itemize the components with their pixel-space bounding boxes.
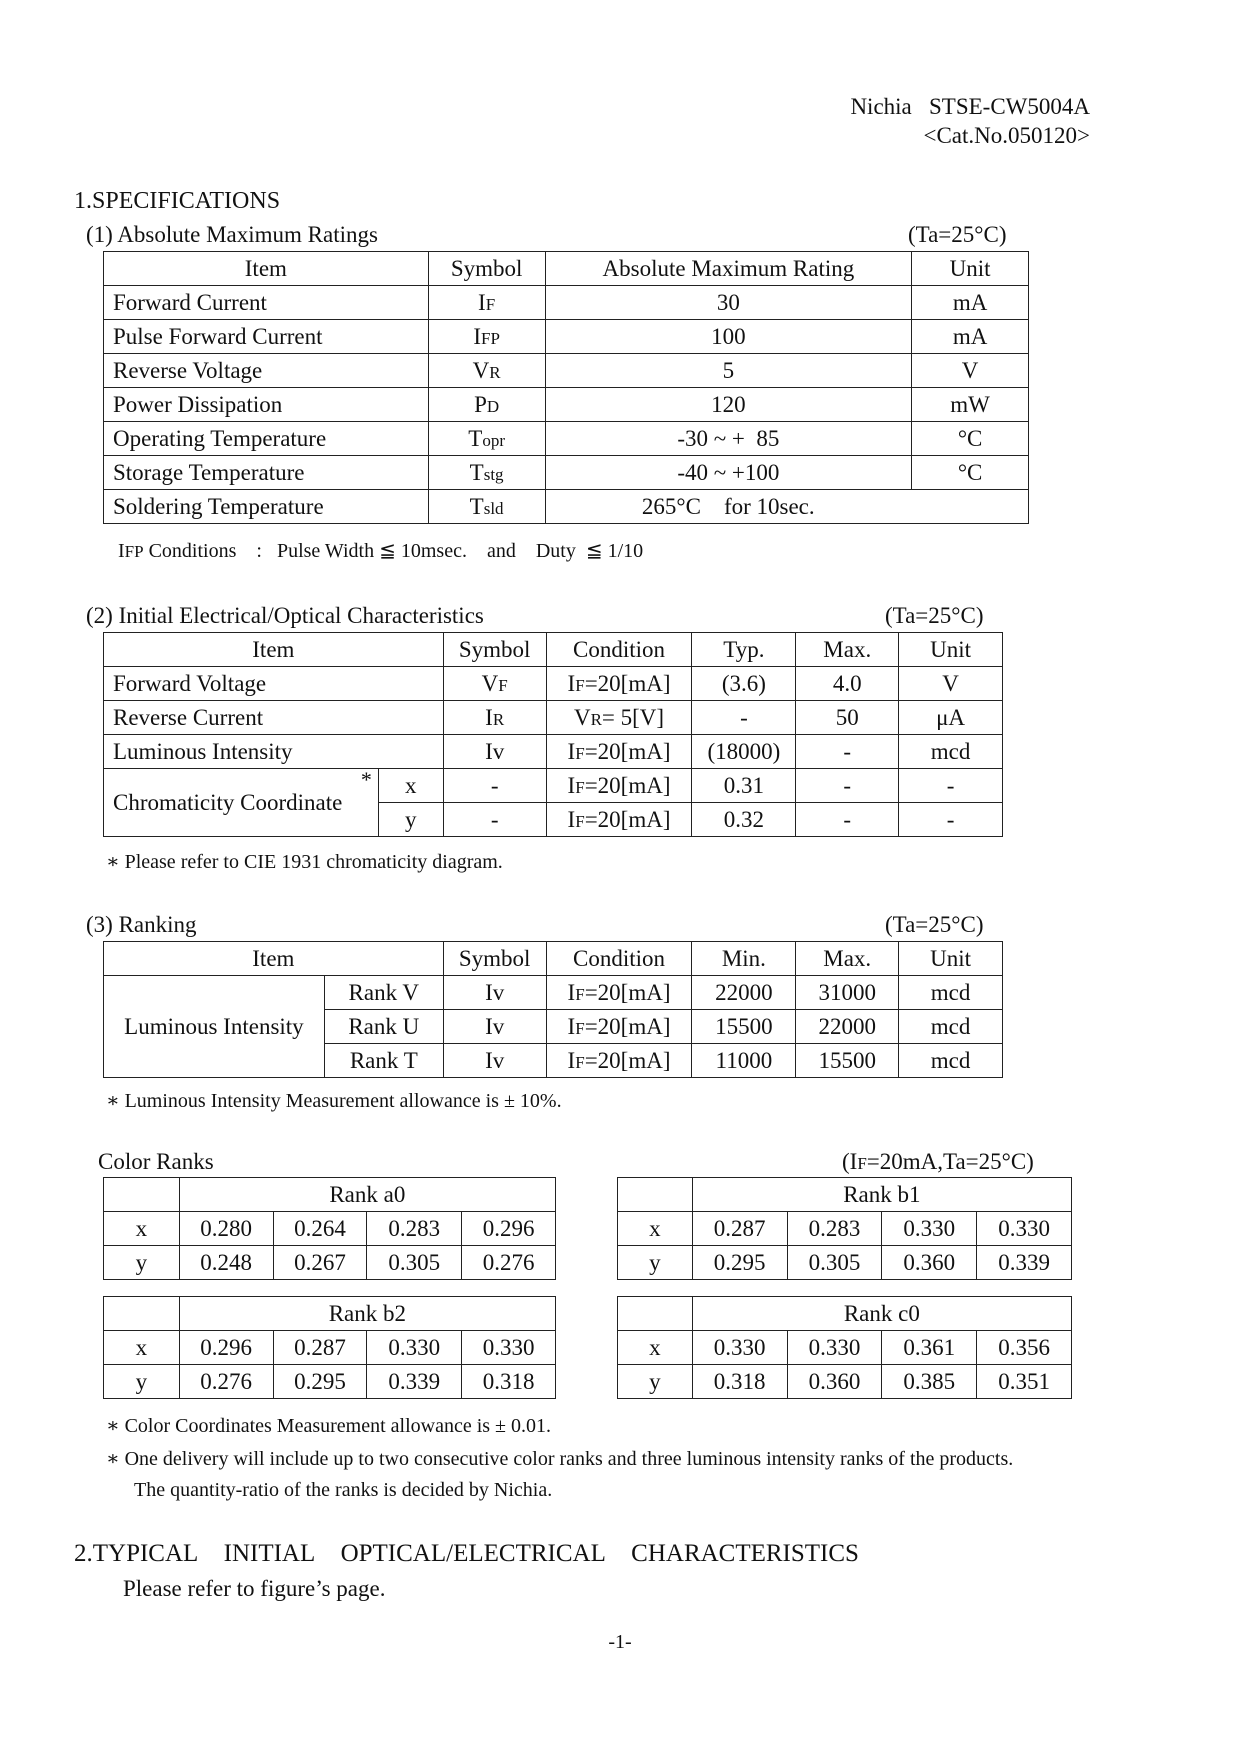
header-max: Max. (796, 942, 899, 976)
cell-item: Storage Temperature (104, 456, 429, 490)
quantity-ratio-note: The quantity-ratio of the ranks is decided by Nichia. (134, 1479, 553, 1501)
table-row (104, 422, 1029, 456)
cell-min: 15500 (692, 1010, 796, 1044)
cell-unit: - (899, 803, 1003, 837)
header-item: Item (104, 942, 444, 976)
cell-min: 22000 (692, 976, 796, 1010)
initial-condition: (Ta=25°C) (885, 603, 984, 628)
cell-unit: V (899, 667, 1003, 701)
header-rating: Absolute Maximum Rating (545, 252, 912, 286)
table-row (104, 735, 1003, 769)
cell-symbol: PD (428, 388, 545, 422)
color-rank-table-b1 (617, 1177, 1072, 1280)
cell-unit: °C (912, 422, 1029, 456)
table-row (104, 354, 1029, 388)
cell-item: Reverse Voltage (104, 354, 429, 388)
y-value: 0.276 (462, 1246, 556, 1280)
cell-item: Pulse Forward Current (104, 320, 429, 354)
cell-item: Soldering Temperature (104, 490, 429, 524)
cell-symbol: Topr (428, 422, 545, 456)
x-value: 0.283 (367, 1212, 462, 1246)
header-max: Max. (796, 633, 899, 667)
x-value: 0.356 (977, 1331, 1072, 1365)
cell-symbol: VR (428, 354, 545, 388)
cell-unit: μA (899, 701, 1003, 735)
table-row (104, 769, 1003, 803)
color-rank-table-c0 (617, 1296, 1072, 1399)
header-min: Min. (692, 942, 796, 976)
x-value: 0.330 (692, 1331, 787, 1365)
cell-max: - (796, 803, 899, 837)
cell-axis: y (378, 803, 443, 837)
cell-unit: mW (912, 388, 1029, 422)
cell-value: -30 ~ + 85 (545, 422, 912, 456)
rank-name: Rank b2 (179, 1297, 555, 1331)
cell-symbol: Iv (443, 735, 546, 769)
cell-min: 11000 (692, 1044, 796, 1078)
rank-name: Rank b1 (692, 1178, 1071, 1212)
luminous-allowance-note: ∗ Luminous Intensity Measurement allowance is ± 10%. (106, 1090, 562, 1112)
abs-max-table (103, 251, 1029, 524)
cell-item: Forward Current (104, 286, 429, 320)
cell-unit: mA (912, 320, 1029, 354)
cell-condition: IF=20[mA] (546, 803, 692, 837)
section2-text: Please refer to figure’s page. (123, 1576, 386, 1601)
cell-max: 50 (796, 701, 899, 735)
cell-typ: (3.6) (692, 667, 796, 701)
x-value: 0.361 (882, 1331, 977, 1365)
table-row (104, 667, 1003, 701)
table-row (104, 976, 1003, 1010)
x-value: 0.280 (179, 1212, 273, 1246)
ranking-condition: (Ta=25°C) (885, 912, 984, 937)
cell-max: 4.0 (796, 667, 899, 701)
axis-y-label: y (104, 1246, 180, 1280)
table-header-row (104, 633, 1003, 667)
y-value: 0.360 (787, 1365, 882, 1399)
cell-symbol: Tstg (428, 456, 545, 490)
ranking-table (103, 941, 1003, 1078)
cell-value: 265°C for 10sec. (545, 490, 1028, 524)
header-typ: Typ. (692, 633, 796, 667)
y-value: 0.318 (462, 1365, 556, 1399)
x-value: 0.296 (462, 1212, 556, 1246)
x-value: 0.330 (787, 1331, 882, 1365)
section2-title: 2.TYPICAL INITIAL OPTICAL/ELECTRICAL CHARACTERISTICS (74, 1540, 859, 1567)
cell-condition: IF=20[mA] (546, 735, 692, 769)
cell-symbol: Iv (443, 1010, 546, 1044)
cell-max: 15500 (796, 1044, 899, 1078)
y-value: 0.339 (977, 1246, 1072, 1280)
cell-condition: VR= 5[V] (546, 701, 692, 735)
cell-unit: - (899, 769, 1003, 803)
section1-title: 1.SPECIFICATIONS (74, 188, 281, 214)
color-allowance-note: ∗ Color Coordinates Measurement allowance is ± 0.01. (106, 1415, 552, 1437)
y-value: 0.276 (179, 1365, 273, 1399)
table-row (104, 456, 1029, 490)
x-value: 0.330 (367, 1331, 462, 1365)
axis-x-label: x (618, 1331, 693, 1365)
cell-typ: - (692, 701, 796, 735)
initial-table (103, 632, 1003, 837)
cell-chromaticity-item: Chromaticity Coordinate * (104, 769, 379, 837)
x-value: 0.287 (692, 1212, 787, 1246)
y-value: 0.295 (692, 1246, 787, 1280)
x-value: 0.296 (179, 1331, 273, 1365)
header-symbol: Symbol (443, 633, 546, 667)
header-item: Item (104, 633, 444, 667)
cell-rank: Rank U (324, 1010, 443, 1044)
axis-y-label: y (104, 1365, 180, 1399)
y-value: 0.305 (787, 1246, 882, 1280)
doc-header (850, 92, 1090, 150)
cell-axis: x (378, 769, 443, 803)
y-value: 0.295 (273, 1365, 367, 1399)
cell-unit: mcd (899, 1044, 1003, 1078)
cell-rank: Rank V (324, 976, 443, 1010)
color-rank-table-b2 (103, 1296, 556, 1399)
header-unit: Unit (912, 252, 1029, 286)
cell-value: 100 (545, 320, 912, 354)
cell-condition: IF=20[mA] (546, 1010, 692, 1044)
cell-item: Operating Temperature (104, 422, 429, 456)
y-value: 0.267 (273, 1246, 367, 1280)
x-value: 0.330 (462, 1331, 556, 1365)
table-row (104, 286, 1029, 320)
x-value: 0.330 (882, 1212, 977, 1246)
cell-symbol: - (443, 769, 546, 803)
ranking-title: (3) Ranking (86, 912, 197, 937)
cell-typ: 0.31 (692, 769, 796, 803)
abs-max-title: (1) Absolute Maximum Ratings (86, 222, 378, 247)
initial-title: (2) Initial Electrical/Optical Characteristics (86, 603, 484, 628)
axis-x-label: x (104, 1331, 180, 1365)
cell-symbol: IFP (428, 320, 545, 354)
cell-item: Reverse Current (104, 701, 444, 735)
y-value: 0.360 (882, 1246, 977, 1280)
cell-unit: V (912, 354, 1029, 388)
y-value: 0.351 (977, 1365, 1072, 1399)
header-symbol: Symbol (428, 252, 545, 286)
cell-symbol: IF (428, 286, 545, 320)
cell-typ: 0.32 (692, 803, 796, 837)
cell-typ: (18000) (692, 735, 796, 769)
table-header-row (104, 942, 1003, 976)
cell-value: 120 (545, 388, 912, 422)
abs-max-condition: (Ta=25°C) (908, 222, 1007, 247)
cell-condition: IF=20[mA] (546, 1044, 692, 1078)
y-value: 0.385 (882, 1365, 977, 1399)
y-value: 0.339 (367, 1365, 462, 1399)
table-header-row (104, 252, 1029, 286)
x-value: 0.330 (977, 1212, 1072, 1246)
cell-max: 22000 (796, 1010, 899, 1044)
header-condition: Condition (546, 633, 692, 667)
cell-unit: °C (912, 456, 1029, 490)
y-value: 0.305 (367, 1246, 462, 1280)
rank-name: Rank c0 (692, 1297, 1071, 1331)
header-unit: Unit (899, 942, 1003, 976)
cell-rank: Rank T (324, 1044, 443, 1078)
cell-unit: mcd (899, 1010, 1003, 1044)
page-number: -1- (608, 1631, 632, 1653)
rank-name: Rank a0 (179, 1178, 555, 1212)
header-unit: Unit (899, 633, 1003, 667)
cell-unit: mcd (899, 735, 1003, 769)
doc-number: STSE-CW5004A (929, 94, 1090, 119)
cell-symbol: Iv (443, 976, 546, 1010)
axis-x-label: x (104, 1212, 180, 1246)
cell-value: 30 (545, 286, 912, 320)
axis-x-label: x (618, 1212, 693, 1246)
cell-value: -40 ~ +100 (545, 456, 912, 490)
table-row (104, 388, 1029, 422)
cell-value: 5 (545, 354, 912, 388)
x-value: 0.287 (273, 1331, 367, 1365)
table-row (104, 701, 1003, 735)
delivery-note: ∗ One delivery will include up to two consecutive color ranks and three luminous intensity ranks of the products. (106, 1448, 1014, 1470)
ifp-conditions-note: IFP Conditions : Pulse Width ≦ 10msec. and Duty ≦ 1/10 (118, 540, 644, 562)
axis-y-label: y (618, 1246, 693, 1280)
catalog-number: <Cat.No.050120> (923, 123, 1090, 148)
header-item: Item (104, 252, 429, 286)
corner-cell (104, 1297, 180, 1331)
y-value: 0.318 (692, 1365, 787, 1399)
cell-item: Luminous Intensity (104, 976, 325, 1078)
cell-condition: IF=20[mA] (546, 769, 692, 803)
cell-unit: mcd (899, 976, 1003, 1010)
cell-symbol: VF (443, 667, 546, 701)
corner-cell (104, 1178, 180, 1212)
corner-cell (618, 1178, 693, 1212)
color-rank-table-a0 (103, 1177, 556, 1280)
axis-y-label: y (618, 1365, 693, 1399)
asterisk-mark: * (360, 767, 372, 792)
cell-item: Power Dissipation (104, 388, 429, 422)
cell-symbol: - (443, 803, 546, 837)
cell-symbol: Iv (443, 1044, 546, 1078)
corner-cell (618, 1297, 693, 1331)
cell-condition: IF=20[mA] (546, 976, 692, 1010)
y-value: 0.248 (179, 1246, 273, 1280)
color-ranks-title: Color Ranks (98, 1149, 214, 1174)
color-ranks-condition: (IF=20mA,Ta=25°C) (842, 1149, 1034, 1174)
cell-max: 31000 (796, 976, 899, 1010)
x-value: 0.283 (787, 1212, 882, 1246)
company-name: Nichia (850, 94, 912, 119)
x-value: 0.264 (273, 1212, 367, 1246)
cell-item: Forward Voltage (104, 667, 444, 701)
cie-note: ∗ Please refer to CIE 1931 chromaticity diagram. (106, 851, 503, 873)
header-condition: Condition (546, 942, 692, 976)
cell-condition: IF=20[mA] (546, 667, 692, 701)
header-symbol: Symbol (443, 942, 546, 976)
cell-item: Luminous Intensity (104, 735, 444, 769)
cell-max: - (796, 769, 899, 803)
cell-max: - (796, 735, 899, 769)
table-row (104, 320, 1029, 354)
table-row (104, 490, 1029, 524)
cell-symbol: Tsld (428, 490, 545, 524)
cell-symbol: IR (443, 701, 546, 735)
cell-unit: mA (912, 286, 1029, 320)
